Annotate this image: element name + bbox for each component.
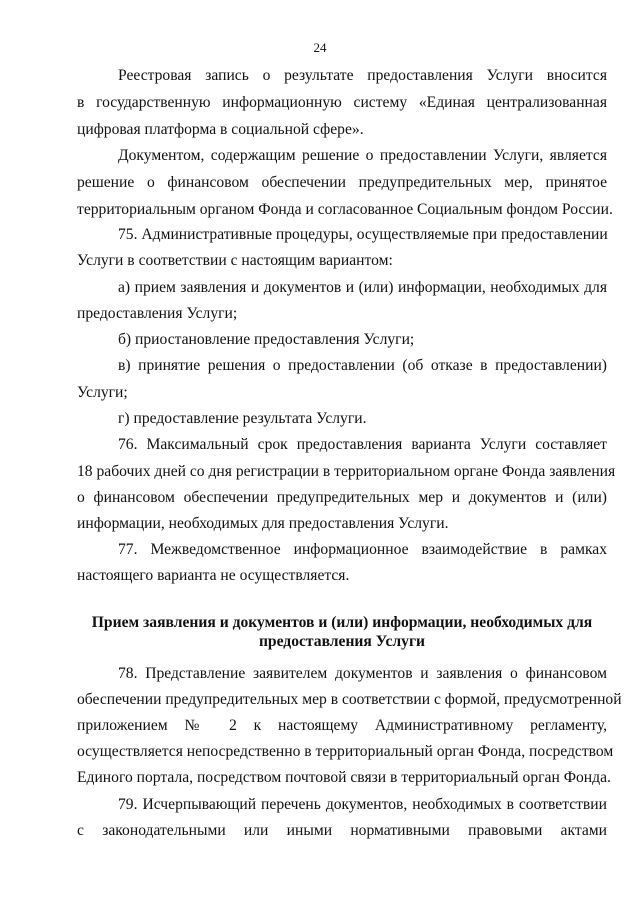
paragraph-line: 76. Максимальный срок предоставления варианта Услуги составляет <box>118 436 607 453</box>
paragraph-line: решение о финансовом обеспечении предупредительных мер, принятое <box>77 174 607 191</box>
paragraph-line: настоящего варианта не осуществляется. <box>77 567 350 584</box>
paragraph-line: цифровая платформа в социальной сфере». <box>77 121 364 138</box>
page-number: 24 <box>313 40 327 55</box>
section-heading-line: предоставления Услуги <box>258 633 426 650</box>
list-item-line: г) предоставление результата Услуги. <box>118 410 367 427</box>
paragraph-line: Документом, содержащим решение о предоставлении Услуги, является <box>118 147 607 164</box>
section-heading-line: Прием заявления и документов и (или) информации, необходимых для <box>91 614 593 631</box>
paragraph-line: 77. Межведомственное информационное взаимодействие в рамках <box>118 541 607 558</box>
paragraph-line: 78. Представление заявителем документов и заявления о финансовом <box>118 665 607 682</box>
paragraph-line: Реестровая запись о результате предоставления Услуги вносится <box>118 67 607 84</box>
paragraph-line: 18 рабочих дней со дня регистрации в территориальном органе Фонда заявления <box>77 463 616 480</box>
list-item-line: в) принятие решения о предоставлении (об отказе в предоставлении) <box>118 357 607 374</box>
paragraph-line: Услуги в соответствии с настоящим вариантом: <box>77 252 393 269</box>
paragraph-line: с законодательными или иными нормативными правовыми актами <box>77 822 607 839</box>
paragraph-line: в государственную информационную систему «Единая централизованная <box>77 94 607 111</box>
paragraph-line: информации, необходимых для предоставления Услуги. <box>77 515 449 532</box>
list-item-line: б) приостановление предоставления Услуги; <box>118 331 415 348</box>
list-item-line: а) прием заявления и документов и (или) информации, необходимых для <box>118 279 607 296</box>
paragraph-line: 79. Исчерпывающий перечень документов, необходимых в соответствии <box>118 796 607 813</box>
paragraph-line: осуществляется непосредственно в территориальный орган Фонда, посредством <box>77 743 614 760</box>
paragraph-line: 75. Административные процедуры, осуществляемые при предоставлении <box>118 226 608 243</box>
list-item-line: предоставления Услуги; <box>77 305 238 322</box>
paragraph-line: о финансовом обеспечении предупредительных мер и документов и (или) <box>77 489 607 506</box>
paragraph-line: территориальным органом Фонда и согласованное Социальным фондом России. <box>77 201 613 218</box>
paragraph-line: обеспечении предупредительных мер в соответствии с формой, предусмотренной <box>77 691 622 708</box>
list-item-line: Услуги; <box>77 384 128 401</box>
paragraph-line: Единого портала, посредством почтовой связи в территориальный орган Фонда. <box>77 769 611 786</box>
paragraph-line: приложением № 2 к настоящему Административному регламенту, <box>77 717 607 734</box>
